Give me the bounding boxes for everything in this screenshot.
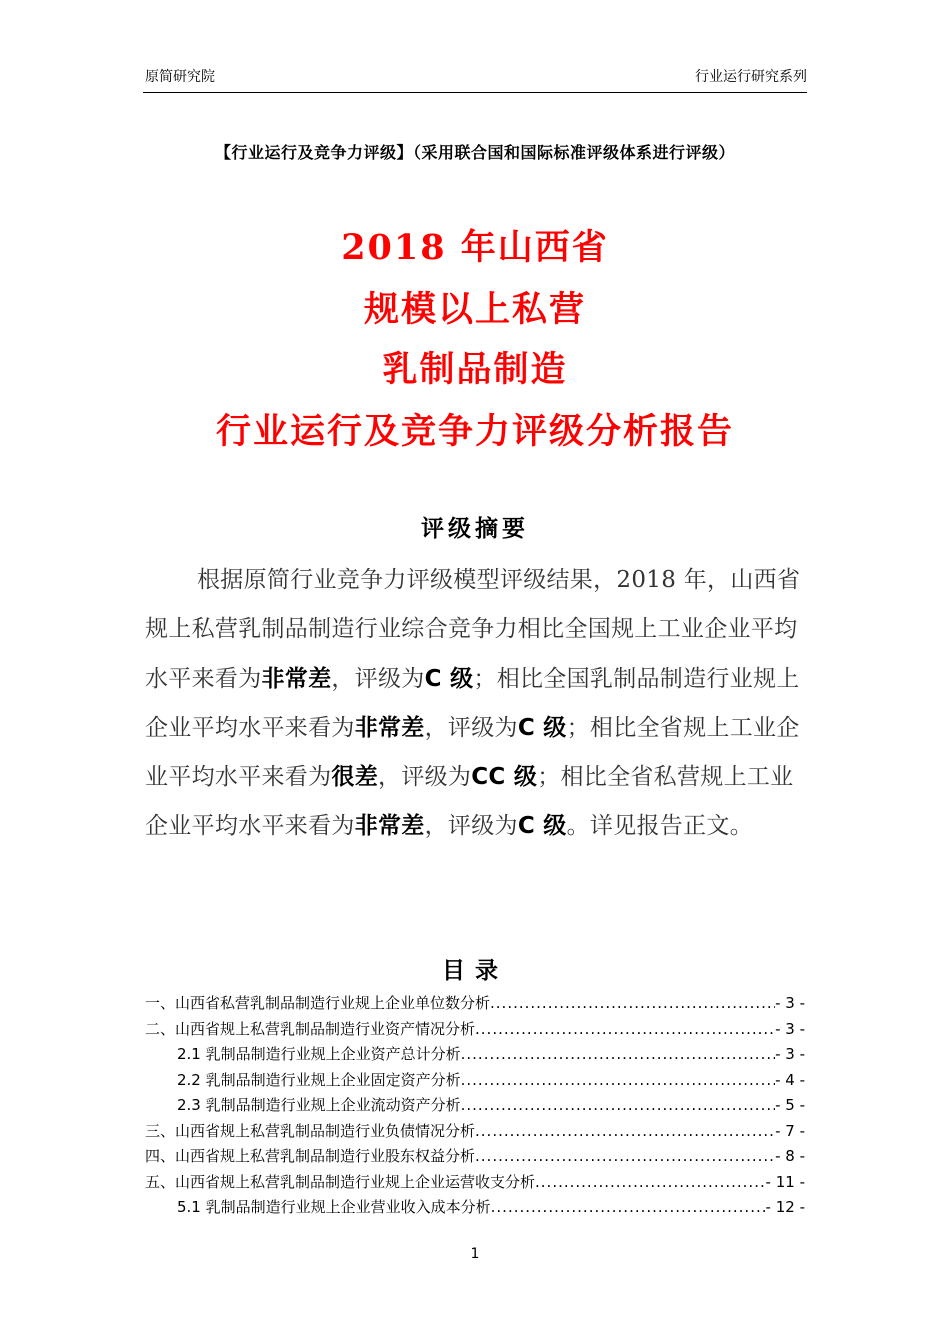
toc-heading: 目录 [442,958,508,984]
summary-grade-desc: 非常差 [261,665,332,692]
summary-grade: C 级 [517,813,567,840]
toc-entry-page: - 4 - [775,1070,805,1089]
summary-grade-desc: 非常差 [354,813,425,840]
toc-dot-leader [475,1122,775,1140]
toc-entry[interactable] [145,1171,805,1197]
toc-entry-title: 五、山西省规上私营乳制品制造行业规上企业运营收支分析 [145,1172,536,1191]
summary-heading: 评级摘要 [421,516,529,542]
toc-entry-title: 2.1 乳制品制造行业规上企业资产总计分析 [177,1045,461,1063]
toc-entry[interactable] [145,1145,805,1171]
toc-entry-page: - 3 - [775,994,805,1012]
toc-dot-leader [490,994,775,1012]
toc-entry-page: - 11 - [765,1172,805,1191]
report-title-line-2: 规模以上私营 [363,289,586,330]
summary-text: ，评级为 [331,665,425,692]
page-header-left: 原简研究院 [145,69,215,85]
toc-subentry[interactable] [145,1094,805,1120]
header-divider [143,92,807,93]
toc-entry-title: 三、山西省规上私营乳制品制造行业负债情况分析 [145,1121,476,1140]
toc-dot-leader [491,1198,766,1216]
toc-entry-title: 一、山西省私营乳制品制造行业规上企业单位数分析 [145,994,491,1012]
summary-text: ，评级为 [424,813,518,840]
toc-dot-leader [461,1045,775,1063]
toc-entry-title: 二、山西省规上私营乳制品制造行业资产情况分析 [145,1019,476,1038]
toc-entry-title: 2.3 乳制品制造行业规上企业流动资产分析 [177,1096,461,1114]
toc-dot-leader [461,1096,775,1114]
toc-subentry[interactable] [145,1043,805,1069]
toc-subentry[interactable] [145,1069,805,1095]
summary-grade-desc: 很差 [331,764,379,791]
report-title-line-3: 乳制品制造 [382,349,568,390]
summary-text: 根据原简行业竞争力评级模型评级结果，2018 年，山西省规上私营乳制品制造行业综合竞争力相比全国规上工业企业平均水平来看为 [145,567,801,692]
toc-entry-title: 四、山西省规上私营乳制品制造行业股东权益分析 [145,1147,476,1165]
toc-dot-leader [535,1173,766,1191]
summary-paragraph [145,556,810,852]
toc-entry[interactable] [145,1018,805,1044]
toc-dot-leader [461,1071,775,1089]
toc-subentry[interactable] [145,1196,805,1222]
report-title-line-4: 行业运行及竞争力评级分析报告 [215,411,734,452]
toc-entry-page: - 8 - [775,1147,805,1165]
summary-text: ，评级为 [424,714,518,741]
table-of-contents [145,992,805,1222]
summary-grade: C 级 [424,665,474,692]
summary-text: ；相比全省规上工业企业平均水平来看为 [145,714,800,791]
toc-entry-page: - 5 - [775,1096,805,1114]
rating-method-line: 【行业运行及竞争力评级】（采用联合国和国际标准评级体系进行评级） [214,143,735,162]
summary-grade-desc: 非常差 [354,714,425,741]
toc-dot-leader [475,1020,775,1038]
toc-entry-page: - 3 - [775,1019,805,1038]
toc-entry[interactable] [145,1120,805,1146]
summary-text: ；相比全省私营规上工业企业平均水平来看为 [145,764,794,840]
summary-text: 。详见报告正文。 [566,813,754,840]
toc-entry-title: 2.2 乳制品制造行业规上企业固定资产分析 [177,1070,461,1089]
summary-grade: CC 级 [471,764,538,791]
report-title-line-1: 2018 年山西省 [341,227,609,268]
page-header-right: 行业运行研究系列 [695,69,807,85]
page-number: 1 [470,1246,480,1262]
summary-text: ，评级为 [378,764,472,791]
toc-entry-title: 5.1 乳制品制造行业规上企业营业收入成本分析 [177,1198,491,1216]
toc-entry-page: - 12 - [765,1198,805,1216]
toc-entry-page: - 7 - [775,1121,805,1140]
toc-entry-page: - 3 - [775,1045,805,1063]
summary-grade: C 级 [517,714,567,741]
toc-entry[interactable] [145,992,805,1018]
summary-text: ；相比全国乳制品制造行业规上企业平均水平来看为 [145,665,800,741]
toc-dot-leader [475,1147,775,1165]
